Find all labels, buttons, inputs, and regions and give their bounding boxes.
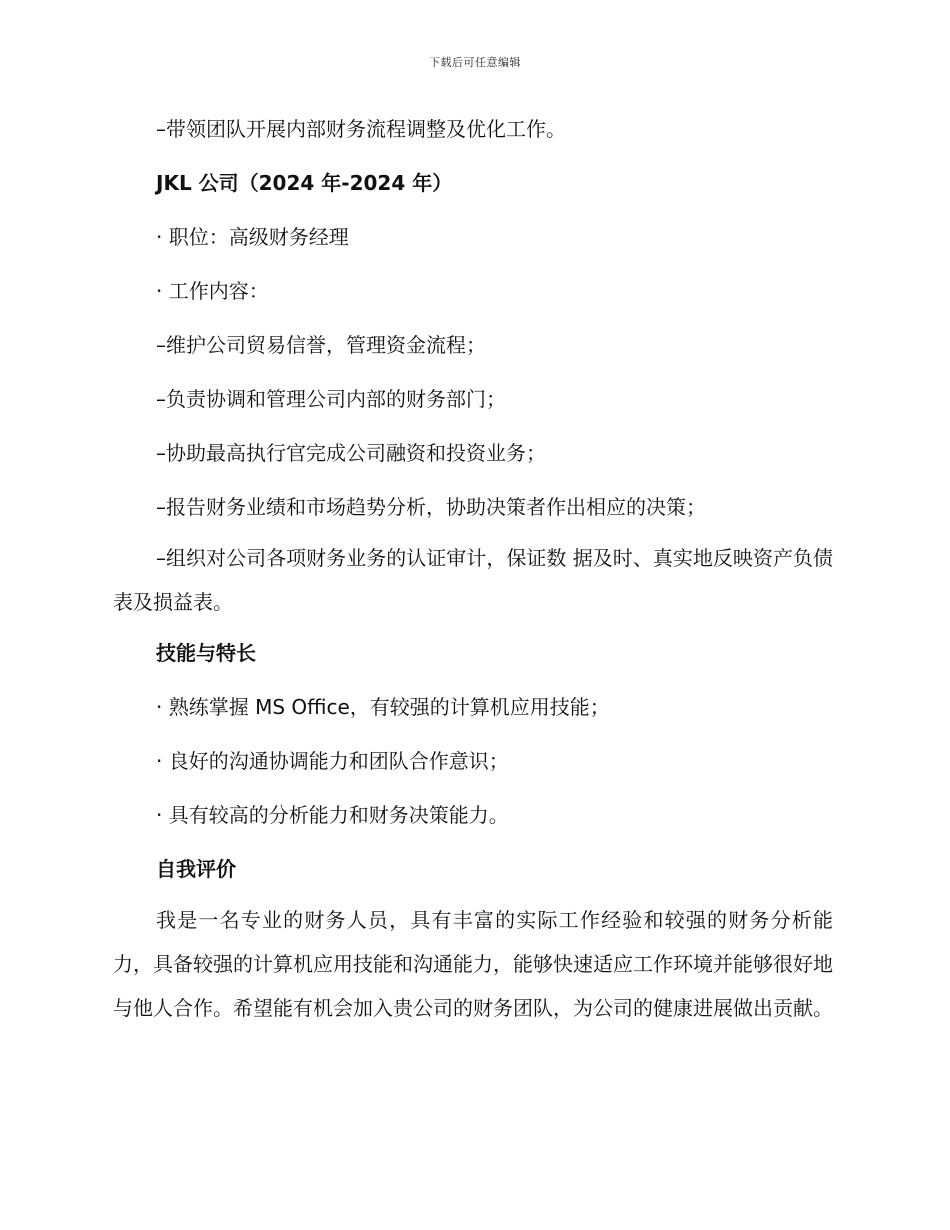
skills-heading: 技能与特长	[156, 641, 256, 665]
skill-item: · 具有较高的分析能力和财务决策能力。	[156, 803, 509, 827]
position-line: · 职位：高级财务经理	[156, 225, 349, 249]
company-heading: JKL 公司（2024 年-2024 年）	[156, 171, 453, 195]
duty-line: –带领团队开展内部财务流程调整及优化工作。	[156, 117, 566, 141]
duty-line: –报告财务业绩和市场趋势分析，协助决策者作出相应的决策；	[156, 495, 706, 519]
audit-duty-paragraph: –组织对公司各项财务业务的认证审计，保证数 据及时、真实地反映资产负债表及损益表。	[113, 546, 833, 614]
self-evaluation-heading: 自我评价	[156, 857, 236, 881]
duty-line: –维护公司贸易信誉，管理资金流程；	[156, 333, 486, 357]
self-evaluation-text: 我是一名专业的财务人员，具有丰富的实际工作经验和较强的财务分析能力，具备较强的计算机应用技能和沟通能力，能够快速适应工作环境并能够很好地与他人合作。希望能有机会加入贵公司的财务团队，为公司的健康进展做出贡献。	[113, 908, 833, 1020]
page-header-note: 下载后可任意编辑	[429, 56, 521, 69]
duty-line: –协助最高执行官完成公司融资和投资业务；	[156, 441, 546, 465]
skill-item: · 良好的沟通协调能力和团队合作意识；	[156, 749, 509, 773]
work-content-label: · 工作内容：	[156, 279, 269, 303]
duty-line: –负责协调和管理公司内部的财务部门；	[156, 387, 506, 411]
resume-content	[113, 112, 833, 1030]
skill-item: · 熟练掌握 MS Office，有较强的计算机应用技能；	[156, 695, 610, 719]
